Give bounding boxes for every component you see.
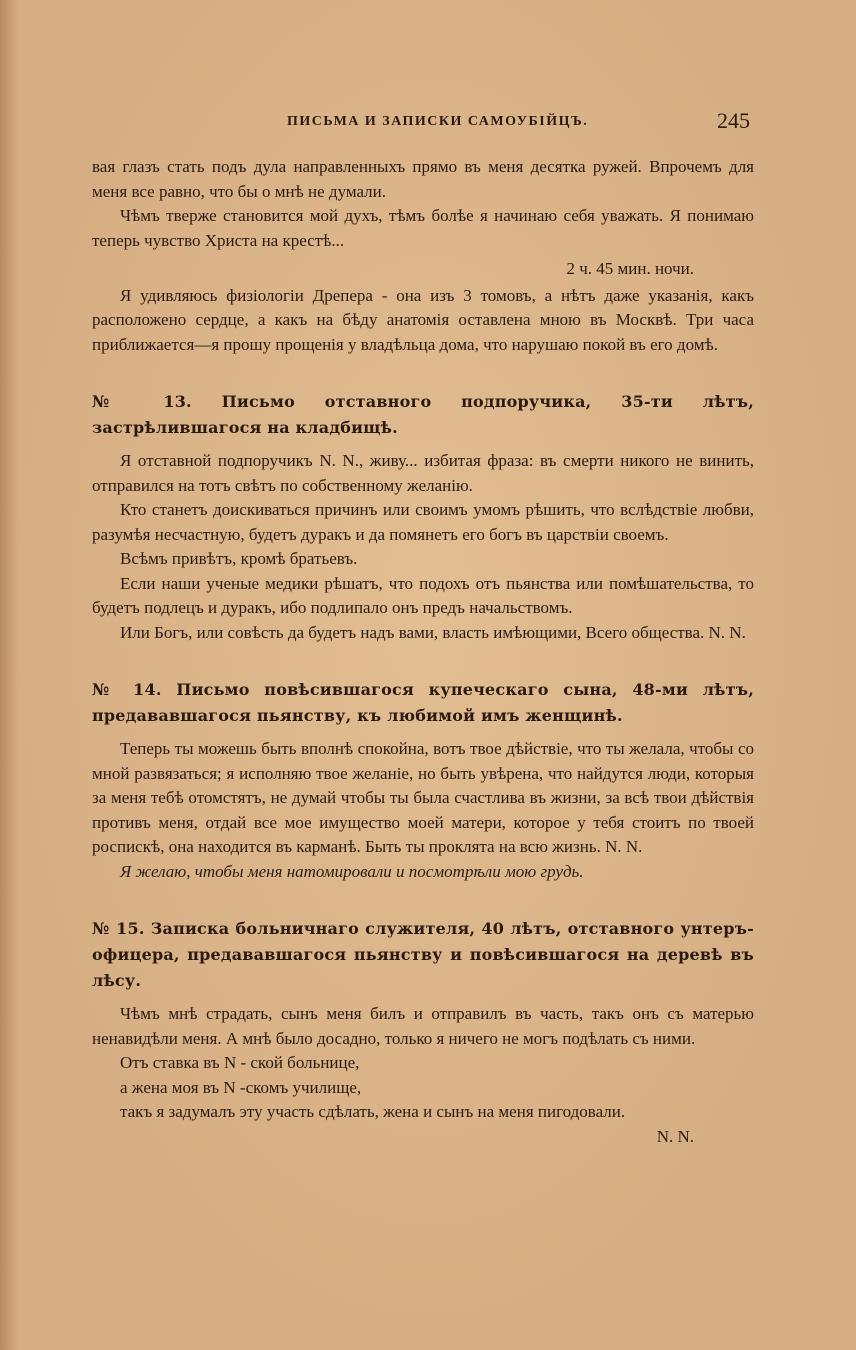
letter-15-paragraph: Чѣмъ мнѣ страдать, сынъ меня билъ и отправилъ въ часть, такъ онъ съ матерью ненавидѣли меня. А мнѣ было досадно, только я ничего не могъ подѣлать съ ними.	[92, 1004, 754, 1048]
running-head: ПИСЬМА И ЗАПИСКИ САМОУБІЙЦЪ.	[287, 114, 589, 129]
letter-13-paragraph: Или Богъ, или совѣсть да будетъ надъ вами, власть имѣющими, Всего общества. N. N.	[120, 622, 746, 642]
letter-13-paragraph: Если наши ученые медики рѣшатъ, что подохъ отъ пьянства или помѣшательства, то будетъ подлецъ и дуракъ, ибо подлипало онъ предъ начальствомъ.	[92, 573, 754, 617]
letter-15-heading: № 15. Записка больничнаго служителя, 40 лѣтъ, отставного унтеръ-офицера, предававшагося пьянству и повѣсившагося на деревѣ въ лѣсу.	[92, 919, 754, 990]
letter-15-line: Отъ ставка въ N - ской больнице,	[120, 1053, 360, 1072]
page-number: 245	[717, 108, 750, 133]
page-header	[92, 108, 754, 138]
continuation-paragraph: Я удивляюсь физіологіи Дрепера - она изъ 3 томовъ, а нѣтъ даже указанія, какъ расположено сердце, а какъ на бѣду анатомія оставлена мною въ Москвѣ. Три часа приближается—я прошу прощенія у владѣльца дома, что нарушаю покой въ его домѣ.	[92, 285, 754, 354]
timestamp: 2 ч. 45 мин. ночи.	[566, 259, 694, 278]
letter-13-heading: № 13. Письмо отставного подпоручика, 35-ти лѣтъ, застрѣлившагося на кладбищѣ.	[92, 392, 754, 437]
letter-14-paragraph: Теперь ты можешь быть вполнѣ спокойна, вотъ твое дѣйствіе, что ты желала, чтобы со мной развязаться; я исполняю твое желаніе, но быть увѣрена, что найдутся люди, которыя за меня тебѣ отомстятъ, не думай чтобы ты была счастлива въ жизни, за всѣ твои дѣйствія противъ меня, отдай все мое имущество моей матери, которое у тебя стоитъ по твоей роспискѣ, она находится въ карманѣ. Быть ты проклята на всю жизнь. N. N.	[92, 739, 754, 856]
letter-15-signature: N. N.	[656, 1126, 694, 1146]
letter-15-line: такъ я задумалъ эту участь сдѣлать, жена и сынъ на меня пигодовали.	[120, 1102, 626, 1121]
letter-14-heading: № 14. Письмо повѣсившагося купеческаго сына, 48-ми лѣтъ, предававшагося пьянству, къ любимой имъ женщинѣ.	[92, 680, 754, 725]
continuation-paragraph: вая глазъ стать подъ дула направленныхъ прямо въ меня десятка ружей. Впрочемъ для меня все равно, что бы о мнѣ не думали.	[92, 157, 754, 201]
page-body	[92, 155, 754, 1149]
letter-13-paragraph: Кто станетъ доискиваться причинъ или своимъ умомъ рѣшить, что вслѣдствіе любви, разумѣя несчастную, будетъ дуракъ и да помянетъ его богъ въ царствіи своемъ.	[92, 500, 754, 544]
letter-13-paragraph: Всѣмъ привѣтъ, кромѣ братьевъ.	[120, 549, 358, 568]
continuation-paragraph: Чѣмъ тверже становится мой духъ, тѣмъ болѣе я начинаю себя уважать. Я понимаю теперь чувство Христа на крестѣ...	[92, 206, 754, 250]
letter-15-line: а жена моя въ N -скомъ училище,	[120, 1077, 362, 1097]
letter-13-paragraph: Я отставной подпоручикъ N. N., живу... избитая фраза: въ смерти никого не винить, отправился на тотъ свѣтъ по собственному желанію.	[92, 451, 754, 495]
letter-14-italic-note: Я желаю, чтобы меня натомировали и посмотрѣли мою грудь.	[120, 861, 584, 881]
